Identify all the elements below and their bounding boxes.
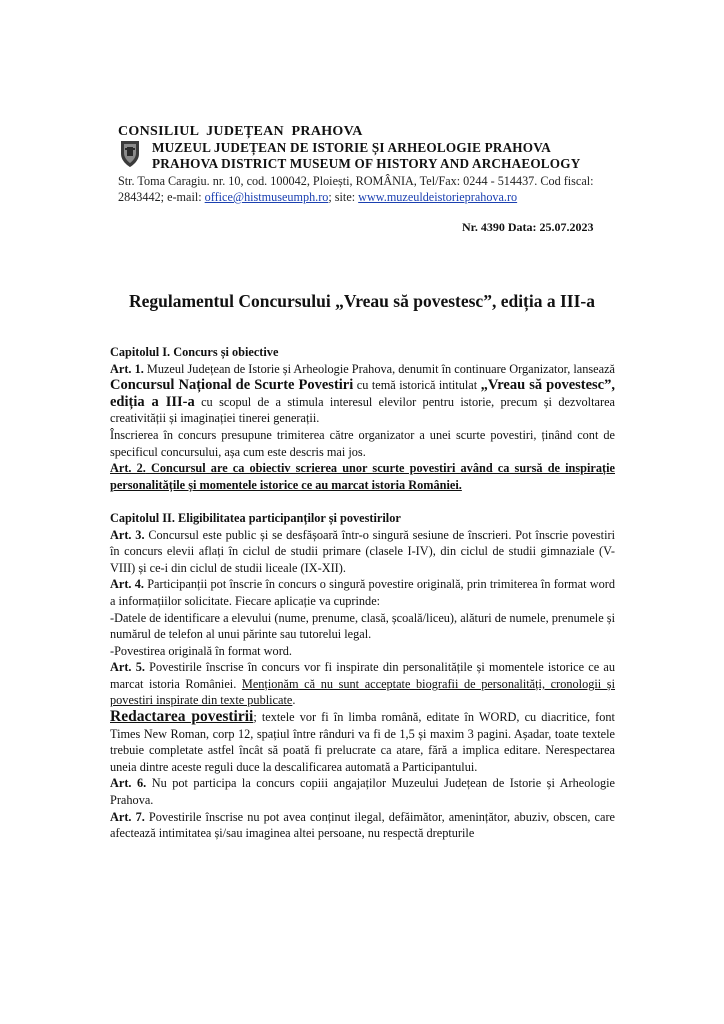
art4-label: Art. 4. xyxy=(110,577,144,592)
art6-text: Nu pot participa la concurs copiii angajaților Muzeului Județean de Istorie și Arheologie Prahova. xyxy=(110,776,615,808)
art5-text: Povestirile înscrise în concurs vor fi inspirate din personalitățile și momentele istorice ce au marcat istoria României. xyxy=(110,660,615,691)
article-4 xyxy=(110,576,615,609)
article-1 xyxy=(110,361,615,427)
redactare-paragraph xyxy=(110,709,615,775)
museum-crest-icon xyxy=(118,139,142,169)
art3-label: Art. 3. xyxy=(110,527,145,542)
art2-text: Concursul are ca obiectiv scrierea unor scurte povestiri având ca sursă de inspirație personalitățile și momentele istorice ce au marcat istoria României. xyxy=(110,461,615,492)
art2-label: Art. 2. xyxy=(110,461,146,476)
page-title: Regulamentul Concursului „Vreau să povestesc”, ediția a III-a xyxy=(128,291,596,311)
museum-name-en: PRAHOVA DISTRICT MUSEUM OF HISTORY AND ARCHAEOLOGY xyxy=(152,156,581,171)
redact-label: Redactarea povestirii xyxy=(110,708,254,726)
art3-text: Concursul este public și se desfășoară într-o singură sesiune de înscrieri. Pot înscrie povestiri în concurs elevii aflați în ciclul de studii primare (clasele I-IV), din ciclul de studii gimnaziale (V-VIII) și ce-i din ciclul de studii liceale (IX-XII). xyxy=(110,527,616,575)
article-5 xyxy=(110,659,615,709)
art7-text: Povestirile înscrise nu pot avea conținut ilegal, defăimător, amenințător, abuziv, obscen, care afectează intimitatea și/sau imaginea altei persoane, nu respectă drepturile xyxy=(110,809,615,841)
email-link[interactable]: office@histmuseumph.ro xyxy=(204,190,329,204)
art4-text: Participanții pot înscrie în concurs o singură povestire originală, prin trimiterea în format word a informațiilor solicitate. Fiecare aplicație va cuprinde: xyxy=(110,577,615,608)
art6-label: Art. 6. xyxy=(110,776,147,791)
site-label: ; site: xyxy=(328,190,359,204)
contest-title: „Vreau să povestesc”, ediția a III-a xyxy=(110,377,615,410)
website-link[interactable]: www.muzeuldeistorieprahova.ro xyxy=(358,190,518,204)
article-3 xyxy=(110,527,615,577)
art4-item-2: -Povestirea originală în format word. xyxy=(110,643,293,658)
chapter-1-heading: Capitolul I. Concurs și obiective xyxy=(110,345,279,359)
art5-note: Menționăm că nu sunt acceptate biografii de personalități, cronologii și povestiri inspirate din texte publicate xyxy=(110,676,616,708)
art1-text: Muzeul Județean de Istorie și Arheologie Prahova, denumit în continuare Organizator, lansează xyxy=(143,361,616,376)
article-7 xyxy=(110,809,615,842)
document-number: Nr. 4390 Data: 25.07.2023 xyxy=(462,220,594,234)
document-body xyxy=(110,344,615,842)
art5-end: . xyxy=(292,693,296,708)
museum-name-ro: MUZEUL JUDEȚEAN DE ISTORIE ȘI ARHEOLOGIE PRAHOVA xyxy=(152,140,551,155)
art1-text-3: cu scopul de a stimula interesul elevilor pentru istorie, precum și dezvoltarea creativității și imaginației tinerei generații. xyxy=(110,394,615,426)
contest-name: Concursul Național de Scurte Povestiri xyxy=(110,377,354,394)
address-text: Str. Toma Caragiu. nr. 10, cod. 100042, Ploiești, ROMÂNIA, Tel/Fax: 0244 - 514437. Cod fiscal: 2843442; e-mail: xyxy=(118,174,594,204)
article-6 xyxy=(110,775,615,808)
address-block xyxy=(118,173,618,205)
council-name: CONSILIUL JUDEȚEAN PRAHOVA xyxy=(118,124,363,139)
art5-label: Art. 5. xyxy=(110,660,145,675)
article-2 xyxy=(110,460,615,493)
chapter-2-heading: Capitolul II. Eligibilitatea participanților și povestirilor xyxy=(110,510,401,525)
enrollment-paragraph: Înscrierea în concurs presupune trimiterea către organizator a unei scurte povestiri, ținând cont de specificul concursului, așa cum este descris mai jos. xyxy=(110,427,615,459)
art7-label: Art. 7. xyxy=(110,809,145,824)
art1-label: Art. 1. xyxy=(110,361,144,376)
art1-text-2: cu temă istorică intitulat xyxy=(353,378,481,393)
redact-text: ; textele vor fi în limba română, editate în WORD, cu diacritice, font Times New Roman, corp 12, spațiul între rânduri va fi de 1,5 și maxim 3 pagini. Așadar, toate textele trebuie completate astfel încât să poată fi prelucrate ca atare, fără a implica editare. Nerespectarea uneia dintre aceste reguli duce la descalificarea automată a Participantului. xyxy=(110,710,615,774)
art4-item-1: -Datele de identificare a elevului (nume, prenume, clasă, școală/liceu), alături de numele, prenumele și numărul de telefon al unui părinte sau tutorelui legal. xyxy=(110,610,615,642)
